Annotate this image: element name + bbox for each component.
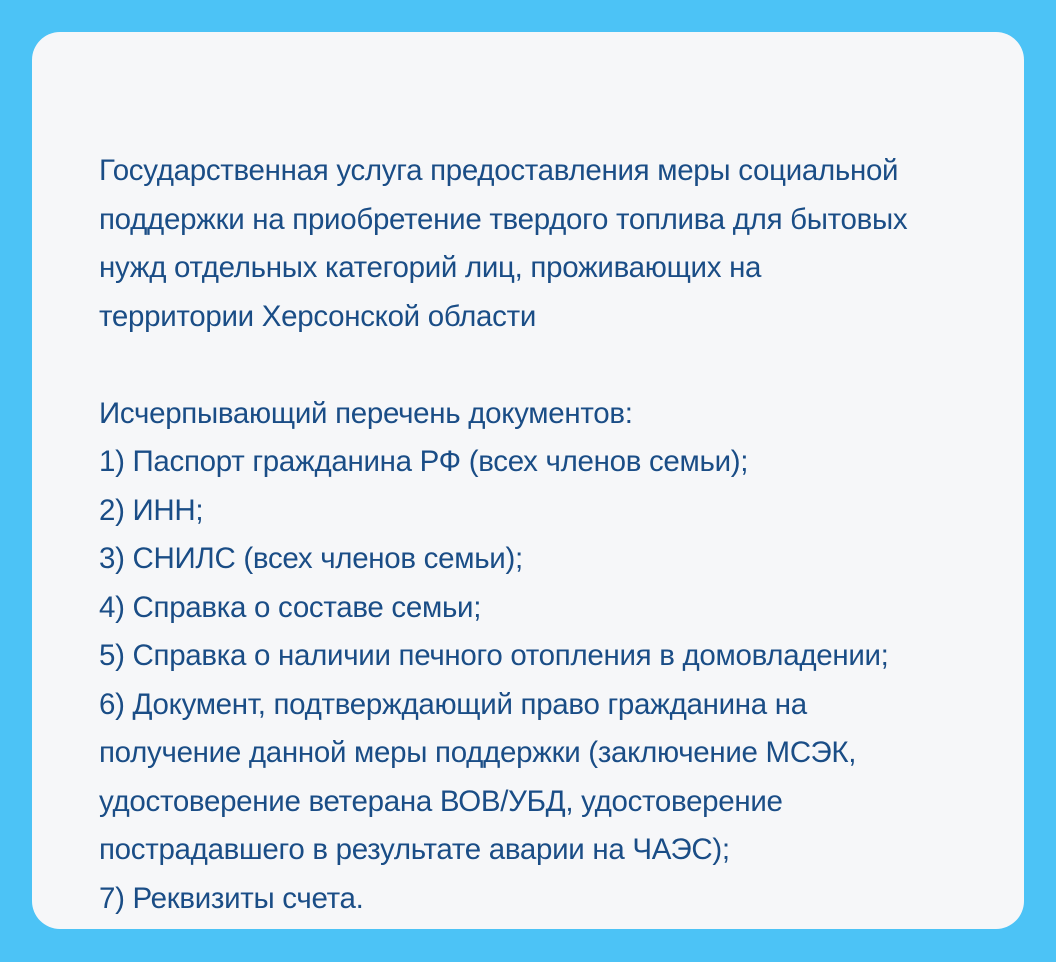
list-item-6-line-4: пострадавшего в результате аварии на ЧАЭС); [99, 833, 730, 866]
paragraph-spacer [99, 341, 979, 390]
list-item-3: 3) СНИЛС (всех членов семьи); [99, 542, 523, 575]
list-item-2: 2) ИНН; [99, 493, 204, 527]
list-item-6-line-1: 6) Документ, подтверждающий право гражданина на [99, 687, 807, 721]
document-content [99, 147, 979, 923]
list-item-7: 7) Реквизиты счета. [99, 881, 364, 915]
list-heading: Исчерпывающий перечень документов: [99, 396, 633, 430]
title-line-1: Государственная услуга предоставления меры социальной [99, 154, 899, 187]
list-item-6-line-3: удостоверение ветерана ВОВ/УБД, удостоверение [99, 784, 783, 818]
list-item-5: 5) Справка о наличии печного отопления в домовладении; [99, 639, 889, 672]
document-card [32, 32, 1024, 929]
title-line-2: поддержки на приобретение твердого топлива для бытовых [99, 202, 908, 236]
list-item-6-line-2: получение данной меры поддержки (заключение МСЭК, [99, 736, 857, 769]
list-item-1: 1) Паспорт гражданина РФ (всех членов семьи); [99, 445, 749, 478]
title-line-4: территории Херсонской области [99, 299, 536, 333]
list-item-4: 4) Справка о составе семьи; [99, 590, 482, 624]
title-line-3: нужд отдельных категорий лиц, проживающих на [99, 251, 762, 284]
